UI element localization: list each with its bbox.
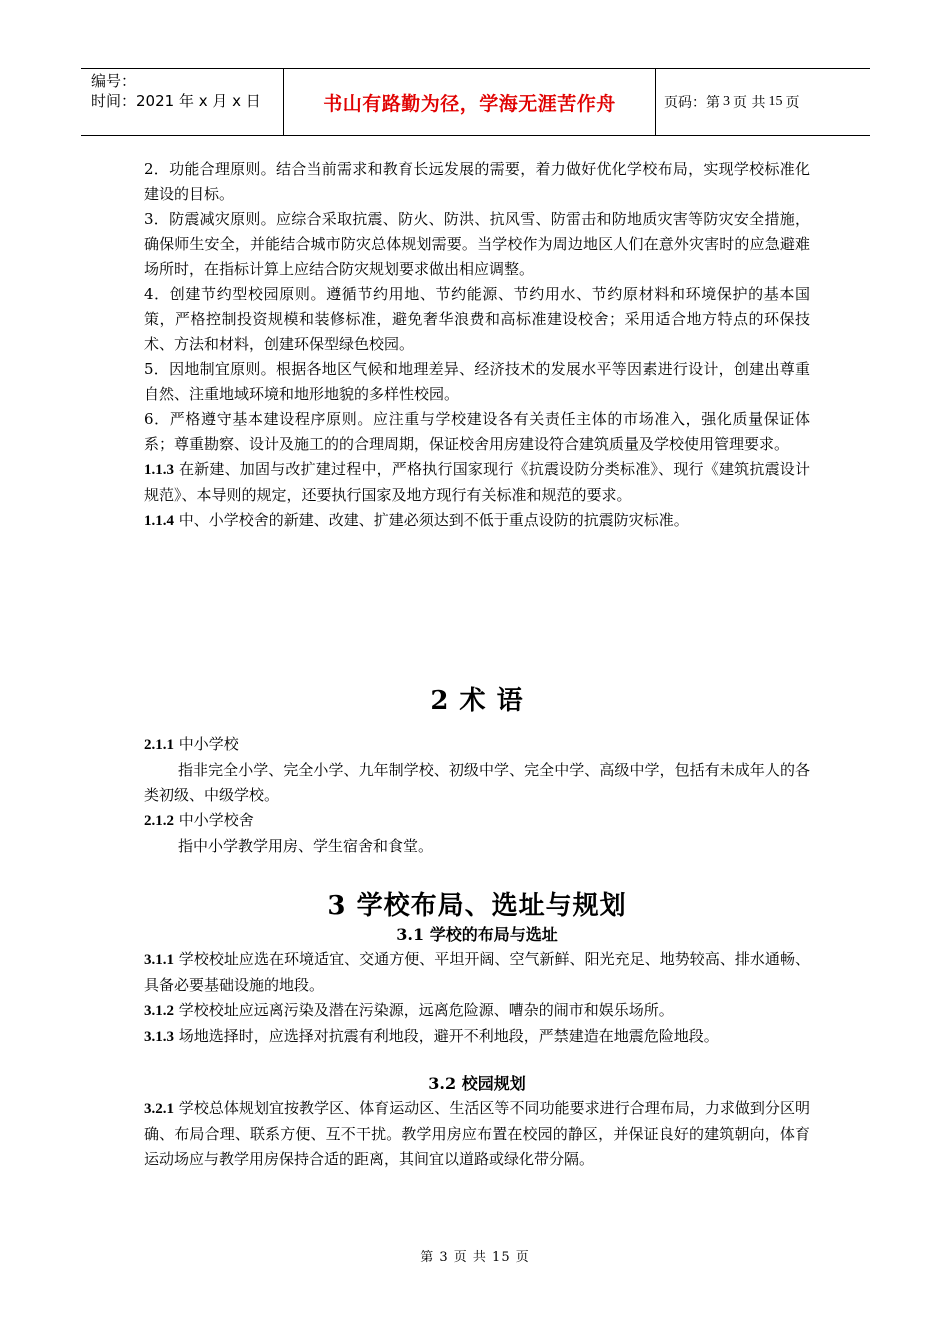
page-footer: 第 3 页 共 15 页	[420, 1250, 530, 1265]
header-motto: 书山有路勤为径，学海无涯苦作舟	[283, 69, 656, 135]
section-2-title: 2 术 语	[430, 686, 524, 716]
page-number: 3	[723, 94, 730, 109]
page-header	[81, 68, 870, 136]
clause-text: 场地选择时，应选择对抗震有利地段，避开不利地段，严禁建造在地震危险地段。	[174, 1027, 719, 1045]
header-page-info	[656, 69, 870, 135]
term-number: 2.1.2	[144, 813, 174, 829]
term-name: 中小学校舍	[174, 811, 254, 829]
clause-3-1-3	[144, 1024, 810, 1050]
clause-text: 学校校址应选在环境适宜、交通方便、平坦开阔、空气新鲜、阳光充足、地势较高、排水通畅、具备必要基础设施的地段。	[144, 950, 810, 994]
clause-1-1-4	[144, 508, 810, 534]
term-2-1-1-definition: 指非完全小学、完全小学、九年制学校、初级中学、完全中学、高级中学，包括有未成年人的各类初级、中级学校。	[144, 761, 810, 804]
principle-3: 3．防震减灾原则。应综合采取抗震、防火、防洪、抗风雪、防雷击和防地质灾害等防灾安全措施，确保师生安全，并能结合城市防灾总体规划需要。当学校作为周边地区人们在意外灾害时的应急避难场所时，在指标计算上应结合防灾规划要求做出相应调整。	[144, 210, 810, 278]
clause-text: 学校总体规划宜按教学区、体育运动区、生活区等不同功能要求进行合理布局，力求做到分区明确、布局合理、联系方便、互不干扰。教学用房应布置在校园的静区，并保证良好的建筑朝向，体育运动场应与教学用房保持合适的距离，其间宜以道路或绿化带分隔。	[144, 1099, 810, 1168]
clause-3-1-1	[144, 947, 810, 998]
clause-3-1-2	[144, 998, 810, 1024]
subsection-3-2-title: 3.2 校园规划	[428, 1074, 526, 1093]
page-prefix: 页码：第	[664, 95, 720, 111]
clause-number: 3.2.1	[144, 1101, 174, 1117]
clause-number: 3.1.3	[144, 1029, 174, 1045]
principle-5: 5．因地制宜原则。根据各地区气候和地理差异、经济技术的发展水平等因素进行设计，创建出尊重自然、注重地域环境和地形地貌的多样性校园。	[144, 360, 810, 403]
term-number: 2.1.1	[144, 737, 174, 753]
clause-1-1-3	[144, 457, 810, 508]
clause-text: 学校校址应远离污染及潜在污染源，远离危险源、嘈杂的闹市和娱乐场所。	[174, 1001, 674, 1019]
term-name: 中小学校	[174, 735, 239, 753]
term-2-1-1	[144, 732, 810, 758]
clause-number: 1.1.3	[144, 462, 174, 478]
page-total: 15	[768, 94, 783, 109]
spacer	[144, 534, 810, 684]
term-2-1-2	[144, 808, 810, 834]
principle-2: 2．功能合理原则。结合当前需求和教育长远发展的需要，着力做好优化学校布局，实现学校标准化建设的目标。	[144, 160, 810, 203]
page-suffix: 页	[785, 95, 800, 111]
page-mid: 页 共	[733, 95, 766, 111]
spacer	[144, 718, 810, 732]
clause-text: 在新建、加固与改扩建过程中，严格执行国家现行《抗震设防分类标准》、现行《建筑抗震设计规范》、本导则的规定，还要执行国家及地方现行有关标准和规范的要求。	[144, 460, 810, 504]
document-body	[144, 157, 810, 1172]
header-meta	[81, 69, 283, 135]
principle-6: 6．严格遵守基本建设程序原则。应注重与学校建设各有关责任主体的市场准入，强化质量保证体系；尊重勘察、设计及施工的的合理周期，保证校舍用房建设符合建筑质量及学校使用管理要求。	[144, 410, 810, 453]
subsection-3-1-title: 3.1 学校的布局与选址	[396, 925, 558, 944]
clause-3-2-1	[144, 1096, 810, 1172]
clause-number: 3.1.1	[144, 952, 174, 968]
spacer	[144, 1050, 810, 1072]
clause-text: 中、小学校舍的新建、改建、扩建必须达到不低于重点设防的抗震防灾标准。	[174, 511, 689, 529]
clause-number: 3.1.2	[144, 1003, 174, 1019]
document-number-label: 编号：	[91, 72, 137, 90]
principle-4: 4．创建节约型校园原则。遵循节约用地、节约能源、节约用水、节约原材料和环境保护的基本国策，严格控制投资规模和装修标准，避免奢华浪费和高标准建设校舍；采用适合地方特点的环保技术、方法和材料，创建环保型绿色校园。	[144, 285, 810, 353]
clause-number: 1.1.4	[144, 513, 174, 529]
section-3-title: 3 学校布局、选址与规划	[327, 891, 627, 921]
document-date: 时间：2021 年 x 月 x 日	[91, 92, 261, 110]
term-2-1-2-definition: 指中小学教学用房、学生宿舍和食堂。	[178, 837, 434, 855]
spacer	[144, 859, 810, 889]
